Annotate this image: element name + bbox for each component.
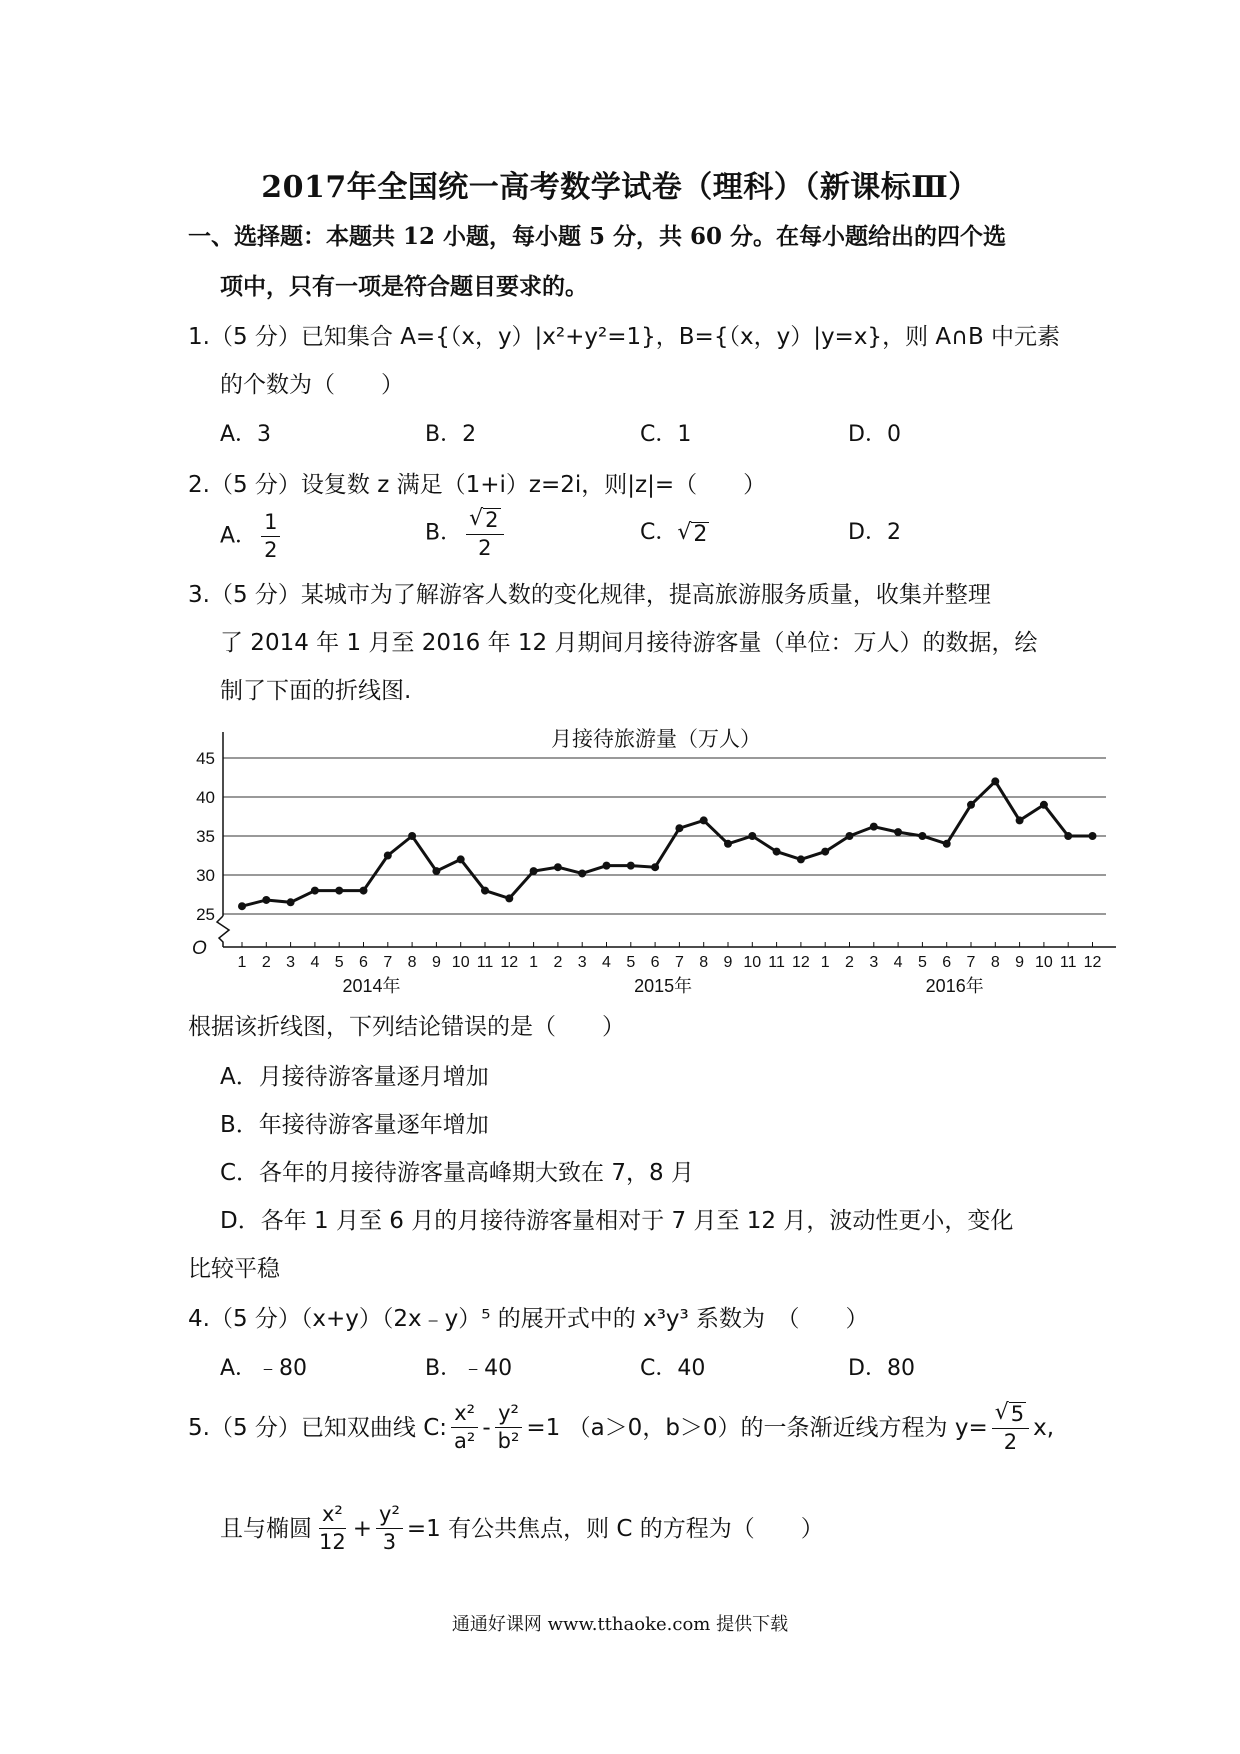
sqrt-icon: √ 2 — [677, 520, 708, 547]
fraction-denominator: 2 — [478, 536, 492, 561]
data-point — [700, 816, 708, 824]
footer-source: 通通好课网 www.tthaoke.com 提供下载 — [451, 1614, 789, 1635]
fraction-numerator: 1 — [261, 512, 280, 537]
x-tick-label: 4 — [602, 954, 611, 971]
data-point — [384, 852, 392, 860]
x-tick-label: 6 — [650, 954, 660, 971]
data-point — [457, 855, 465, 863]
data-point — [1040, 801, 1048, 809]
data-point — [578, 869, 586, 877]
q2-option-c-label: C． — [640, 520, 678, 545]
x-tick-label: 12 — [792, 954, 810, 971]
q3-stem-line1: 3.（5 分）某城市为了解游客人数的变化规律，提高旅游服务质量，收集并整理 — [188, 582, 991, 608]
series-line — [242, 781, 1093, 906]
q1-option-b: B．2 — [425, 422, 477, 447]
chart-title: 月接待旅游量（万人） — [551, 728, 761, 751]
x-tick-label: 11 — [476, 954, 494, 971]
data-point — [360, 887, 368, 895]
q5-stem-line2 — [220, 1504, 824, 1553]
year-label: 2014年 — [342, 976, 401, 996]
data-point — [481, 887, 489, 895]
radicand: 2 — [693, 522, 708, 547]
fraction-numerator: y² — [495, 1403, 522, 1428]
q3-option-b: B．年接待游客量逐年增加 — [220, 1112, 489, 1138]
fraction-denominator: 12 — [319, 1530, 346, 1554]
q5-fraction-y2-3 — [376, 1504, 403, 1553]
q1-stem-line2: 的个数为（ ） — [220, 372, 404, 398]
fraction-denominator: 2 — [264, 538, 278, 562]
q1-stem-line1: 1.（5 分）已知集合 A={（x，y）|x²+y²=1}，B={（x，y）|y=x}，则 A∩B 中元素 — [188, 324, 1061, 350]
q1-option-a: A．3 — [220, 422, 272, 447]
x-tick-label: 10 — [743, 954, 762, 971]
x-tick-label: 7 — [966, 954, 976, 971]
fraction-denominator: 3 — [382, 1530, 397, 1554]
data-point — [797, 855, 805, 863]
fraction-numerator: x² — [451, 1403, 478, 1428]
data-point — [1016, 816, 1024, 824]
y-tick-label: 30 — [196, 866, 215, 885]
data-point — [432, 867, 440, 875]
q5-fraction-x2-12 — [316, 1504, 349, 1553]
q3-stem-line3: 制了下面的折线图. — [220, 678, 412, 704]
data-point — [991, 777, 999, 785]
data-point — [311, 887, 319, 895]
q1-option-c: C．1 — [640, 422, 692, 447]
x-tick-label: 7 — [383, 954, 393, 971]
q2-stem: 2.（5 分）设复数 z 满足（1+i）z=2i，则|z|=（ ） — [188, 472, 767, 498]
data-point — [748, 832, 756, 840]
q4-option-a: A．﹣80 — [220, 1356, 308, 1381]
q2-option-a — [220, 512, 284, 561]
q5-text-4: 且与椭圆 — [220, 1515, 312, 1542]
data-point — [505, 894, 513, 902]
x-tick-label: 3 — [577, 954, 587, 971]
data-point — [1064, 832, 1072, 840]
x-tick-label: 4 — [893, 954, 903, 971]
x-tick-label: 2 — [261, 954, 271, 971]
q1-option-d: D．0 — [848, 422, 901, 447]
sqrt-icon: √ 5 — [994, 1400, 1025, 1426]
x-tick-label: 4 — [310, 954, 320, 971]
y-tick-label: 40 — [196, 788, 215, 807]
sqrt-icon: √ 2 — [469, 506, 499, 532]
data-point — [967, 801, 975, 809]
data-point — [870, 823, 878, 831]
data-point — [603, 862, 611, 870]
data-point — [943, 840, 951, 848]
x-tick-label: 7 — [674, 954, 684, 971]
y-tick-label: 35 — [196, 827, 215, 846]
data-point — [287, 898, 295, 906]
q5-fraction-y2-b2 — [495, 1403, 523, 1452]
x-tick-label: 10 — [1035, 954, 1053, 971]
q3-option-d-line1: D．各年 1 月至 6 月的月接待游客量相对于 7 月至 12 月，波动性更小，变化 — [220, 1208, 1014, 1234]
q5-text-1: 5.（5 分）已知双曲线 C: — [188, 1414, 448, 1441]
x-tick-label: 11 — [768, 954, 785, 971]
data-point — [724, 840, 732, 848]
x-tick-label: 6 — [942, 954, 952, 971]
q5-text-5: =1 有公共焦点，则 C 的方程为（ ） — [406, 1515, 824, 1542]
q2-option-b-label: B． — [425, 520, 463, 546]
x-tick-label: 12 — [500, 954, 519, 971]
x-tick-label: 9 — [431, 954, 441, 971]
x-tick-label: 5 — [626, 954, 636, 971]
data-point — [918, 832, 926, 840]
data-point — [821, 848, 829, 856]
x-tick-label: 3 — [869, 954, 879, 971]
x-tick-label: 10 — [451, 954, 470, 971]
fraction-denominator: 2 — [1003, 1430, 1018, 1455]
section-heading-line2: 项中，只有一项是符合题目要求的。 — [220, 273, 588, 300]
x-tick-label: 12 — [1083, 954, 1102, 971]
axis-break-icon — [217, 916, 229, 947]
data-point — [238, 902, 246, 910]
q3-option-c: C．各年的月接待游客量高峰期大致在 7，8 月 — [220, 1160, 694, 1186]
x-tick-label: 11 — [1059, 954, 1077, 971]
data-point — [627, 862, 635, 870]
data-point — [846, 832, 854, 840]
q3-stem-line2: 了 2014 年 1 月至 2016 年 12 月期间月接待游客量（单位：万人）的数据，绘 — [220, 630, 1038, 656]
radicand: 2 — [485, 508, 499, 532]
radicand: 5 — [1010, 1402, 1025, 1426]
x-tick-label: 9 — [723, 954, 733, 971]
x-tick-label: 5 — [334, 954, 344, 971]
x-tick-label: 8 — [407, 954, 417, 971]
x-tick-label: 6 — [359, 954, 368, 971]
fraction-numerator: x² — [319, 1504, 346, 1529]
data-point — [262, 896, 270, 904]
q5-fraction-x2-a2 — [451, 1403, 478, 1452]
x-tick-label: 8 — [990, 954, 1000, 971]
q2-option-b — [425, 508, 508, 559]
q2-option-a-fraction — [261, 512, 280, 561]
q5-minus: - — [482, 1414, 491, 1441]
q2-option-b-fraction — [466, 508, 503, 559]
q3-option-a: A．月接待游客量逐月增加 — [220, 1064, 489, 1090]
data-point — [530, 867, 538, 875]
data-point — [773, 848, 781, 856]
q4-option-d: D．80 — [848, 1356, 915, 1381]
x-tick-label: 1 — [820, 954, 830, 971]
q3-option-d-line2: 比较平稳 — [188, 1256, 280, 1282]
y-tick-label: 45 — [196, 749, 215, 768]
year-label: 2016年 — [925, 976, 984, 996]
data-point — [675, 824, 683, 832]
q4-stem: 4.（5 分）（x+y）（2x﹣y）⁵ 的展开式中的 x³y³ 系数为 （ ） — [188, 1306, 869, 1332]
data-point — [335, 887, 343, 895]
line-chart — [186, 718, 1126, 998]
fraction-denominator: a² — [454, 1429, 476, 1454]
q2-option-d: D．2 — [848, 520, 901, 545]
data-point — [408, 832, 416, 840]
x-tick-label: 9 — [1015, 954, 1025, 971]
data-point — [894, 828, 902, 836]
x-tick-label: 2 — [553, 954, 563, 971]
q5-text-3: x, — [1033, 1414, 1055, 1441]
year-label: 2015年 — [634, 976, 693, 996]
q2-option-c — [640, 518, 709, 548]
q2-option-a-label: A． — [220, 523, 258, 549]
data-point — [1089, 832, 1097, 840]
x-tick-label: 2 — [845, 954, 854, 971]
q4-option-b: B．﹣40 — [425, 1356, 513, 1381]
section-heading-line1: 一、选择题：本题共 12 小题，每小题 5 分，共 60 分。在每小题给出的四个选 — [188, 223, 1007, 250]
q5-stem-line1 — [188, 1402, 1054, 1453]
q3-question: 根据该折线图，下列结论错误的是（ ） — [188, 1014, 625, 1040]
data-point — [554, 863, 562, 871]
fraction-denominator: b² — [497, 1429, 520, 1454]
x-tick-label: 1 — [237, 954, 247, 971]
x-tick-label: 8 — [699, 954, 709, 971]
origin-label: O — [192, 938, 207, 959]
q5-text-2: =1 （a＞0，b＞0）的一条渐近线方程为 y= — [526, 1414, 988, 1441]
x-tick-label: 1 — [529, 954, 539, 971]
q5-fraction-sqrt5-2 — [992, 1402, 1029, 1453]
q4-option-c: C．40 — [640, 1356, 706, 1381]
x-tick-label: 3 — [286, 954, 296, 971]
y-tick-label: 25 — [196, 905, 215, 924]
page-title: 2017年全国统一高考数学试卷（理科）（新课标Ⅲ） — [261, 170, 979, 205]
x-tick-label: 5 — [917, 954, 927, 971]
fraction-numerator: y² — [376, 1504, 403, 1529]
q5-plus: + — [352, 1515, 373, 1542]
data-point — [651, 863, 659, 871]
